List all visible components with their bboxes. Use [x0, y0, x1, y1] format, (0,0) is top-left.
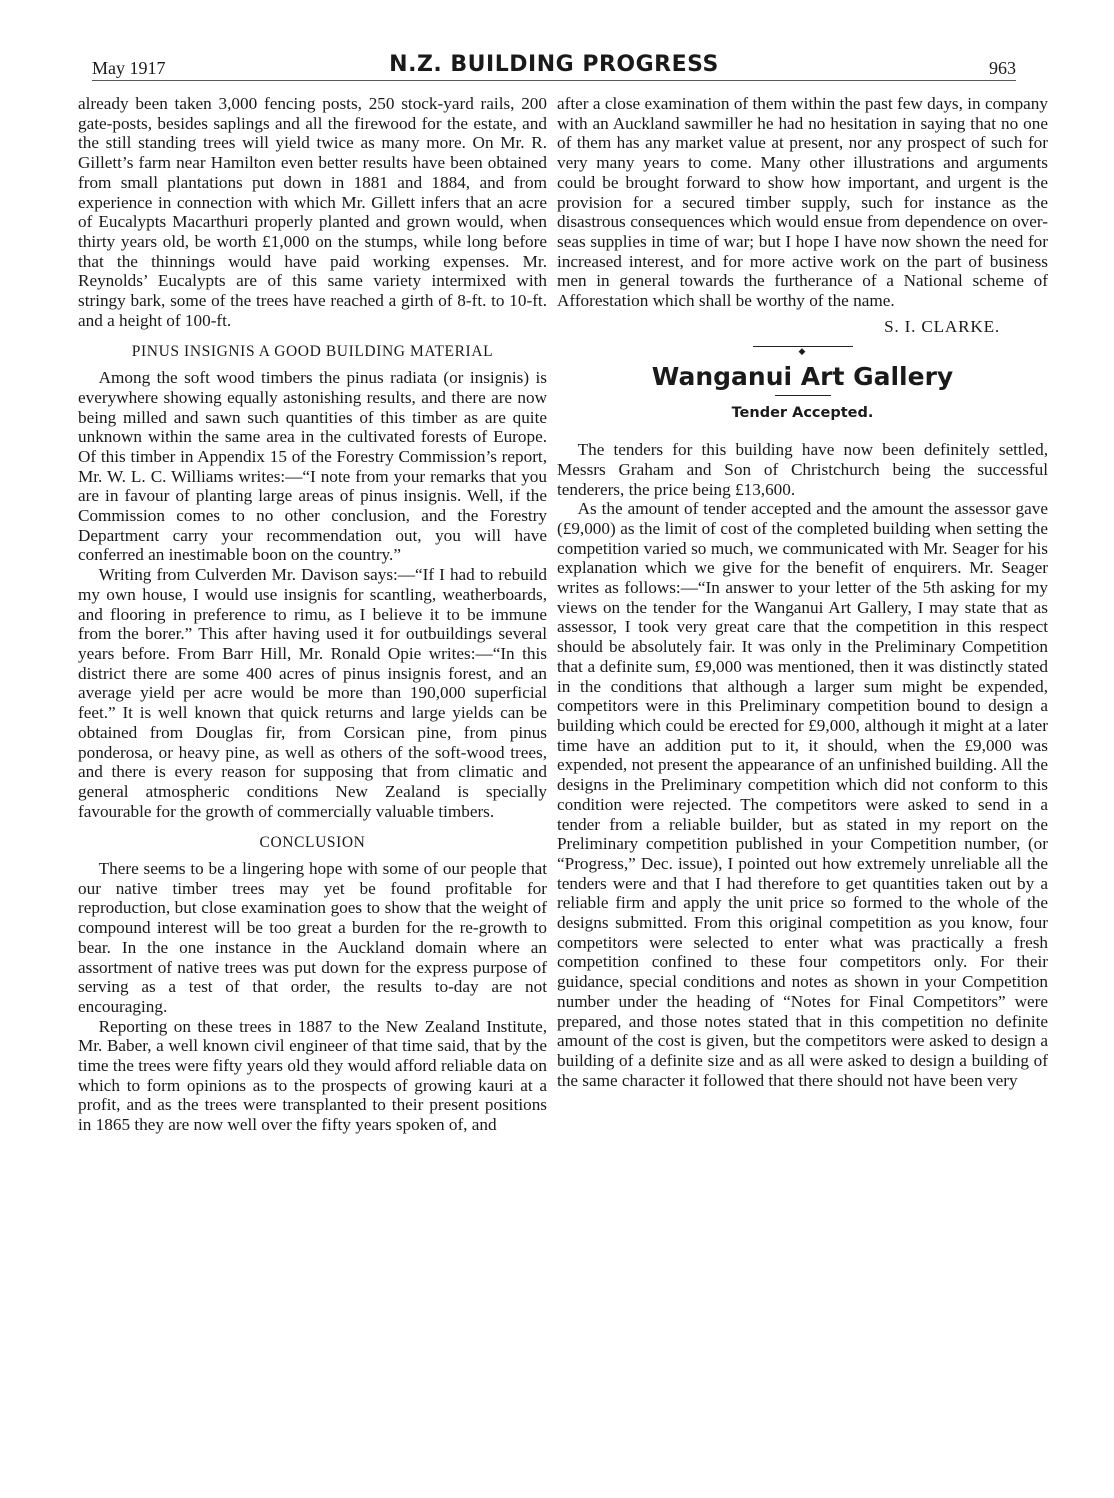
left-paragraph-4: There seems to be a lingering hope with some of our people that our native timber trees may yet be found profitable for reproduction, but close examination goes to show that the weight of compound interest will be too great a burden for the re-growth to bear. In the one instance in the Auckland domain where an assortment of native trees was put down for the express purpose of serving as a test of that order, the results to-day are not encouraging. — [78, 859, 547, 1016]
title-rule — [775, 395, 831, 396]
article-divider — [753, 346, 853, 355]
left-paragraph-1: already been taken 3,000 fencing posts, 250 stock-yard rails, 200 gate-posts, besides saplings and all the firewood for the estate, and the still standing trees will yield twice as many more. On Mr. R. Gillett’s farm near Hamilton even better results have been obtained from small plantations put down in 1881 and 1884, and from experience in connection with which Mr. Gillett infers that an acre of Eucalypts Macarthuri properly planted and grown would, when thirty years old, be worth £1,000 on the stumps, while long before that the thinnings would have paid working expenses. Mr. Reynolds’ Eucalypts are of this same variety intermixed with stringy bark, some of the trees have reached a girth of 8-ft. to 10-ft. and a height of 100-ft. — [78, 94, 547, 330]
divider-diamond-icon: ◆ — [798, 346, 806, 357]
issue-date: May 1917 — [92, 58, 166, 78]
right-paragraph-2: The tenders for this building have now been definitely settled, Messrs Graham and Son of Christchurch being the successful tenderers, the price being £13,600. — [557, 440, 1048, 499]
article-subtitle: Tender Accepted. — [731, 405, 874, 422]
left-paragraph-2: Among the soft wood timbers the pinus radiata (or insignis) is everywhere showing equally astonishing results, and there are now being milled and sawn such quantities of this timber as are quite unknown within the same area in the cultivated forests of Europe. Of this timber in Appendix 15 of the Forestry Commission’s report, Mr. W. L. C. Williams writes:—“I note from your remarks that you are in favour of planting large areas of pinus insignis. Well, if the Commission comes to no other conclusion, and the Forestry Department carry your recommendation out, you will have conferred an inestimable boon on the country.” — [78, 368, 547, 565]
left-paragraph-5: Reporting on these trees in 1887 to the New Zealand Institute, Mr. Baber, a well known civil engineer of that time said, that by the time the trees were fifty years old they would afford reliable data on which to form opinions as to the prospects of growing kauri at a profit, and as the trees were transplanted to their present positions in 1865 they are now well over the fifty years spoken of, and — [78, 1016, 547, 1135]
right-paragraph-1: after a close examination of them within the past few days, in company with an Auckland sawmiller he had no hesitation in saying that no one of them has any market value at present, nor any prospect of such for very many years to come. Many other illustrations and arguments could be brought forward to show how important, and urgent is the provision for a secured timber supply, such for instance as the disastrous consequences which would ensue from dependence on over-seas supplies in time of war; but I hope I have now shown the need for increased interest, and for more active work on the part of business men in general towards the furtherance of a National scheme of Afforestation which shall be worthy of the name. — [557, 94, 1048, 311]
journal-title: N.Z. BUILDING PROGRESS — [389, 52, 719, 77]
right-column — [557, 94, 1048, 1494]
right-paragraph-3: As the amount of tender accepted and the amount the assessor gave (£9,000) as the limit of cost of the completed building when setting the competition varied so much, we communicated with Mr. Seager for his explanation which we give for the benefit of enquirers. Mr. Seager writes as follows:—“In answer to your letter of the 5th asking for my views on the tender for the Wanganui Art Gallery, I may state that as assessor, I took very great care that the competition in this respect should be absolutely fair. It was only in the Preliminary Competition that a definite sum, £9,000 was mentioned, then it was distinctly stated in the conditions that although a larger sum might be expended, competitors were in this Preliminary competition bound to design a building which could be erected for £9,000, although it might at a later time have an addition put to it, it should, when the £9,000 was expended, not present the appearance of an unfinished building. All the designs in the Preliminary competition which did not conform to this condition were rejected. The competitors were asked to send in a tender from a reliable builder, but as stated in my report on the Preliminary competition published in your Competition number, (or “Progress,” Dec. issue), I pointed out how extremely unreliable all the tenders were and that I had therefore to get quantities taken out by a reliable firm and apply the unit price so formed to the whole of the designs submitted. From this original competition as you know, four competitors were selected to enter what was practically a fresh competition confined to these four competitors only. For their guidance, special conditions and notes as shown in your Competition number under the heading of “Notes for Final Competitors” were prepared, and those notes stated that in this competition no definite amount of the cost is given, but the competitors were asked to design a building of a definite size and as all were asked to design a building of the same character it followed that there should not have been very — [557, 499, 1048, 1090]
section-heading-conclusion: CONCLUSION — [259, 834, 366, 852]
page-number: 963 — [989, 58, 1016, 78]
section-heading-pinus: PINUS INSIGNIS A GOOD BUILDING MATERIAL — [131, 343, 494, 361]
page-header — [92, 52, 1016, 82]
left-column — [78, 94, 547, 1494]
header-rule — [92, 80, 1016, 81]
author-signature: S. I. CLARKE. — [884, 316, 1000, 336]
left-paragraph-3: Writing from Culverden Mr. Davison says:—“If I had to rebuild my own house, I would use insignis for scantling, weatherboards, and flooring in preference to rimu, as I believe it to be immune from the borer.” This after having used it for outbuildings several years before. From Barr Hill, Mr. Ronald Opie writes:—“In this district there are some 400 acres of pinus insignis forest, and an average yield per acre would be more than 190,000 superficial feet.” It is well known that quick returns and large yields can be obtained from Douglas fir, from Corsican pine, from pinus ponderosa, or heavy pine, as well as others of the soft-wood trees, and there is every reason for supposing that from climatic and general atmospheric conditions New Zealand is specially favourable for the growth of commercially valuable timbers. — [78, 565, 547, 821]
article-title: Wanganui Art Gallery — [651, 362, 954, 392]
